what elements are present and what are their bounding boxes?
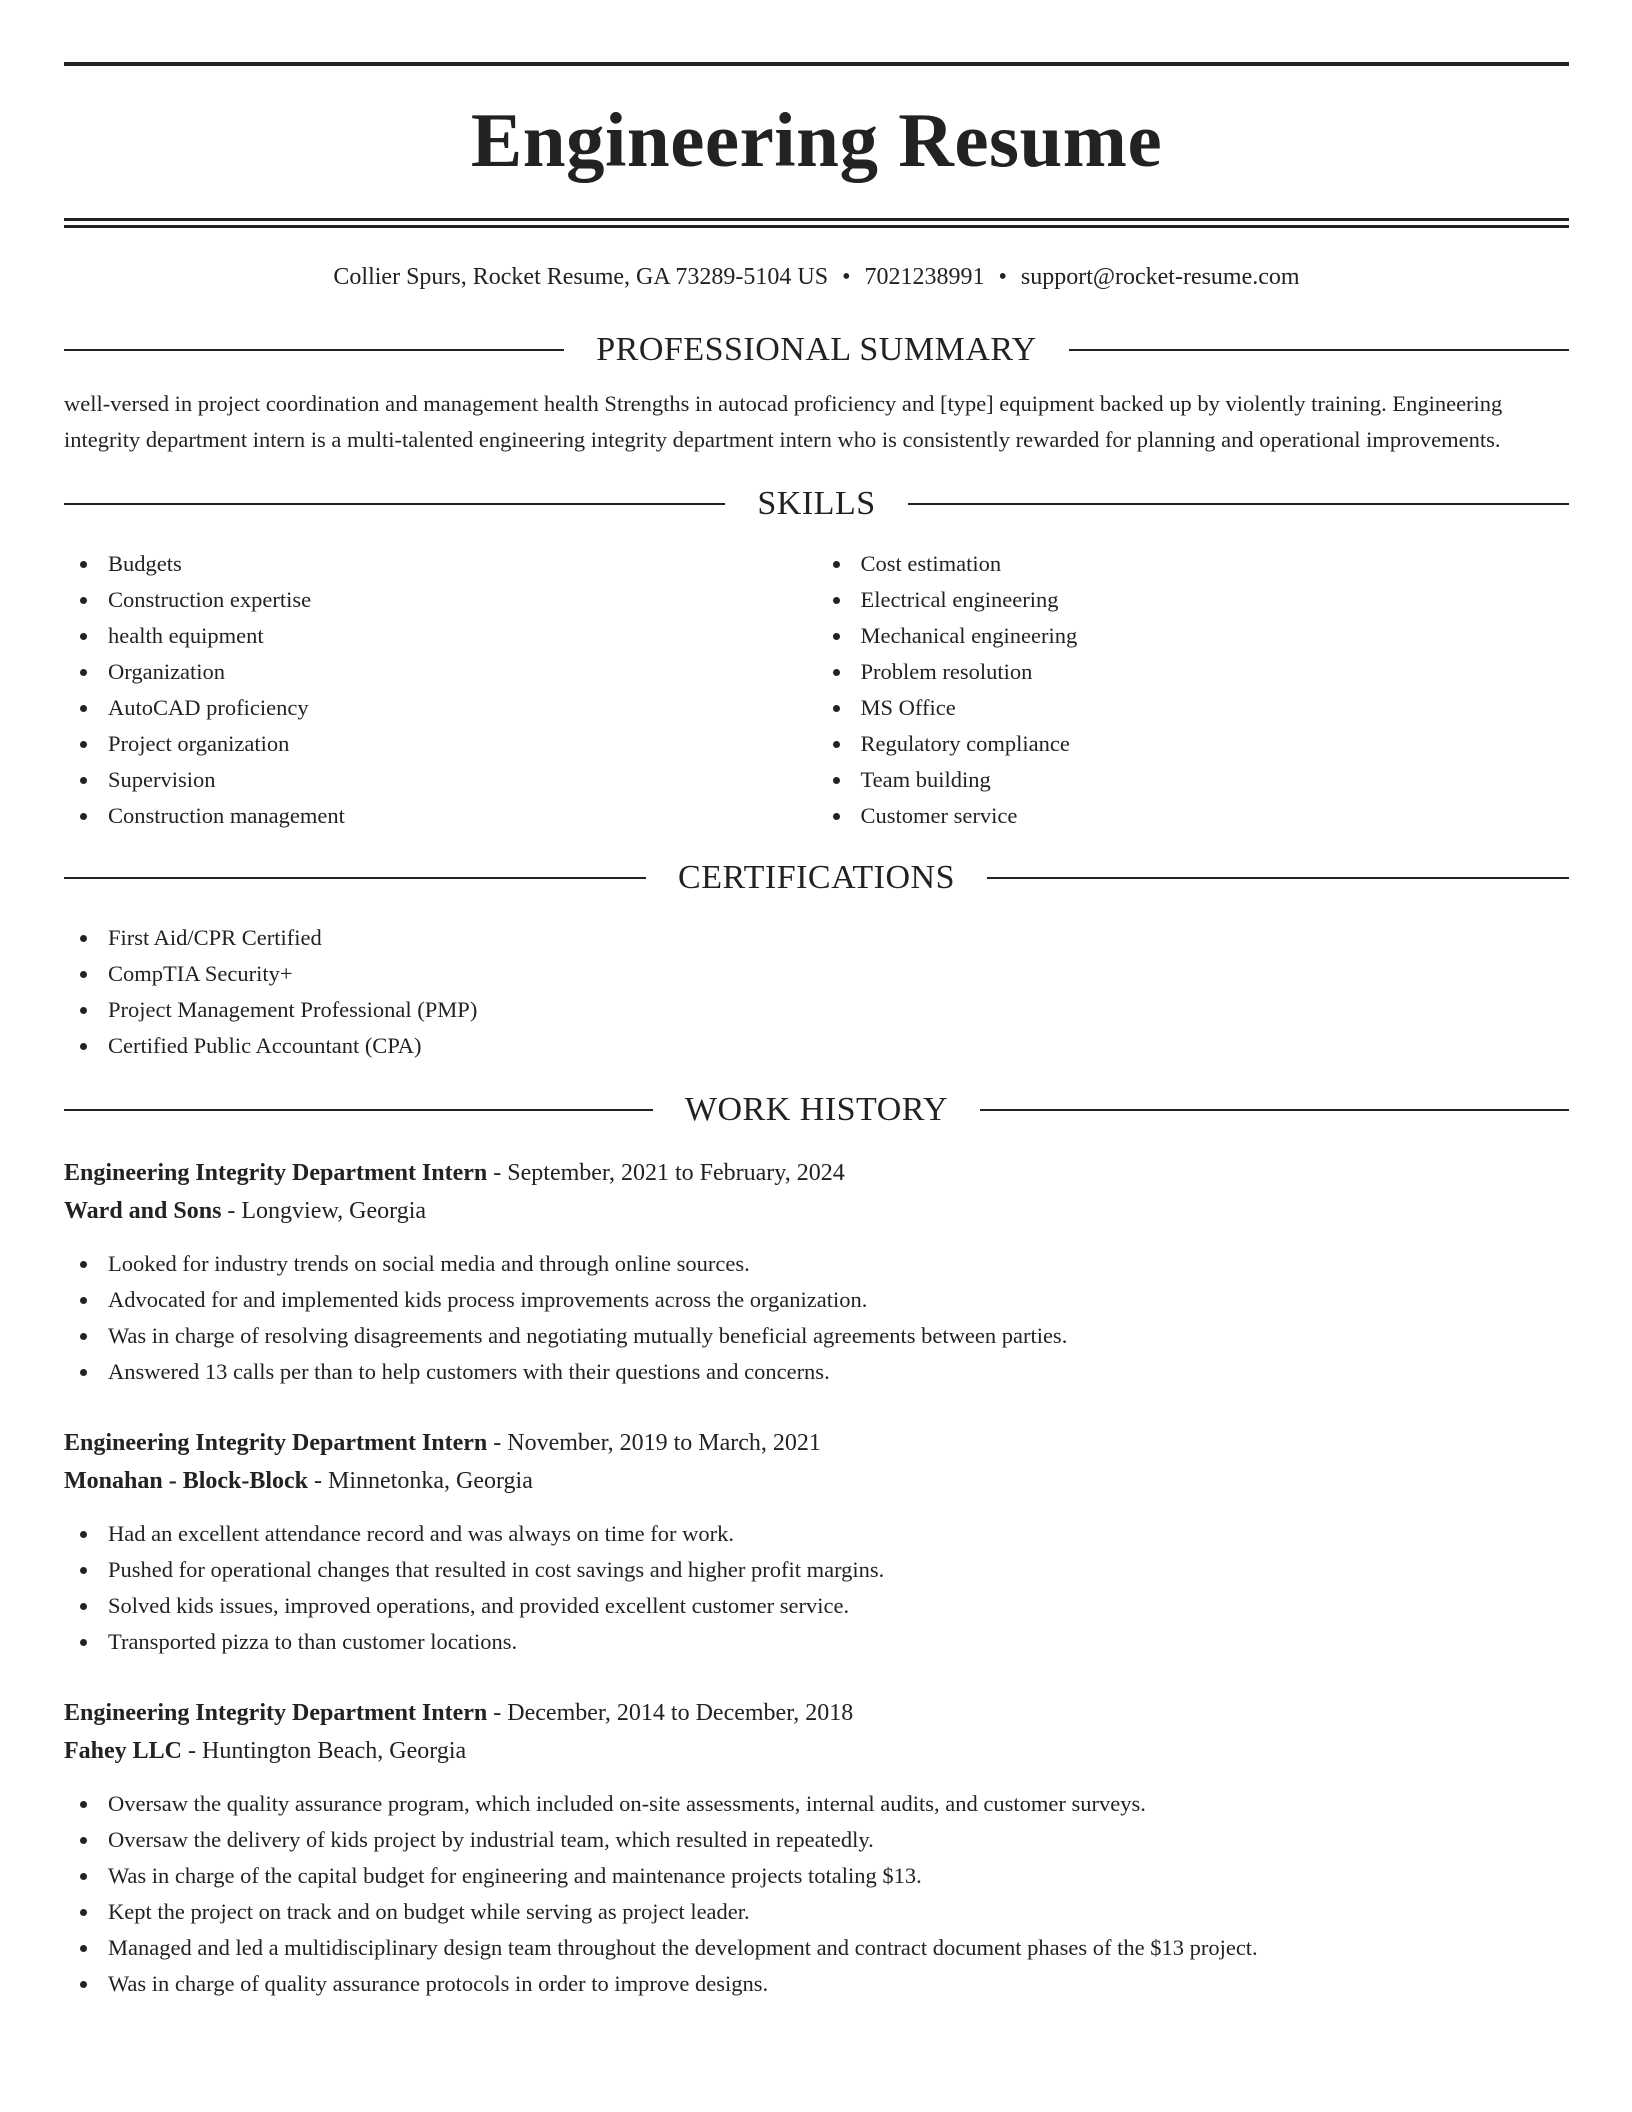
list-item: First Aid/CPR Certified [64, 920, 1569, 956]
job-company: Fahey LLC [64, 1738, 183, 1764]
title-double-rule [64, 218, 1569, 228]
job-dates: - November, 2019 to March, 2021 [487, 1430, 821, 1456]
list-item: Supervision [64, 762, 817, 798]
work-heading-label: WORK HISTORY [684, 1091, 949, 1128]
certifications-heading [64, 858, 1569, 898]
heading-rule [64, 503, 725, 505]
contact-address: Collier Spurs, Rocket Resume, GA 73289-5104 US [333, 264, 829, 290]
list-item: Budgets [64, 546, 817, 582]
list-item: Project Management Professional (PMP) [64, 992, 1569, 1028]
skills-column-left [64, 546, 817, 834]
list-item: Customer service [817, 798, 1570, 834]
job-title-line [64, 1154, 1569, 1192]
job-entry [64, 1694, 1569, 2002]
summary-heading-label: PROFESSIONAL SUMMARY [596, 331, 1037, 368]
skills-heading-label: SKILLS [757, 485, 876, 522]
list-item: Certified Public Accountant (CPA) [64, 1028, 1569, 1064]
job-location: - Longview, Georgia [221, 1198, 427, 1224]
top-rule [64, 62, 1569, 66]
list-item: Oversaw the delivery of kids project by industrial team, which resulted in repeatedly. [64, 1822, 1569, 1858]
job-title: Engineering Integrity Department Intern [64, 1700, 488, 1726]
heading-rule [64, 877, 646, 879]
job-entry [64, 1424, 1569, 1660]
job-bullets [64, 1246, 1569, 1390]
list-item: Problem resolution [817, 654, 1570, 690]
job-title-line [64, 1424, 1569, 1462]
job-entry [64, 1154, 1569, 1390]
list-item: Was in charge of the capital budget for engineering and maintenance projects totaling $13. [64, 1858, 1569, 1894]
list-item: Was in charge of resolving disagreements and negotiating mutually beneficial agreements between parties. [64, 1318, 1569, 1354]
list-item: Team building [817, 762, 1570, 798]
list-item: Construction expertise [64, 582, 817, 618]
list-item: Transported pizza to than customer locations. [64, 1624, 1569, 1660]
heading-rule [64, 1109, 653, 1111]
job-title: Engineering Integrity Department Intern [64, 1430, 488, 1456]
list-item: Answered 13 calls per than to help customers with their questions and concerns. [64, 1354, 1569, 1390]
job-company-line [64, 1732, 1569, 1770]
job-company: Ward and Sons [64, 1198, 222, 1224]
list-item: Mechanical engineering [817, 618, 1570, 654]
contact-email: support@rocket-resume.com [1020, 264, 1300, 290]
contact-line [64, 262, 1569, 292]
skills-column-right [817, 546, 1570, 834]
contact-separator: • [998, 264, 1007, 290]
list-item: Was in charge of quality assurance protocols in order to improve designs. [64, 1966, 1569, 2002]
list-item: CompTIA Security+ [64, 956, 1569, 992]
list-item: Regulatory compliance [817, 726, 1570, 762]
list-item: Kept the project on track and on budget while serving as project leader. [64, 1894, 1569, 1930]
list-item: health equipment [64, 618, 817, 654]
job-location: - Huntington Beach, Georgia [182, 1738, 467, 1764]
heading-rule [64, 349, 564, 351]
work-history-list [64, 1154, 1569, 2002]
list-item: MS Office [817, 690, 1570, 726]
list-item: Cost estimation [817, 546, 1570, 582]
certifications-list [64, 920, 1569, 1064]
job-company: Monahan - Block-Block [64, 1468, 309, 1494]
job-company-line [64, 1462, 1569, 1500]
list-item: AutoCAD proficiency [64, 690, 817, 726]
list-item: Organization [64, 654, 817, 690]
job-title: Engineering Integrity Department Intern [64, 1160, 488, 1186]
job-dates: - December, 2014 to December, 2018 [487, 1700, 854, 1726]
list-item: Oversaw the quality assurance program, which included on-site assessments, internal audits, and customer surveys. [64, 1786, 1569, 1822]
job-bullets [64, 1786, 1569, 2002]
heading-rule [1069, 349, 1569, 351]
job-dates: - September, 2021 to February, 2024 [487, 1160, 845, 1186]
list-item: Advocated for and implemented kids process improvements across the organization. [64, 1282, 1569, 1318]
heading-rule [908, 503, 1569, 505]
job-bullets [64, 1516, 1569, 1660]
list-item: Project organization [64, 726, 817, 762]
work-heading [64, 1090, 1569, 1130]
list-item: Had an excellent attendance record and was always on time for work. [64, 1516, 1569, 1552]
job-company-line [64, 1192, 1569, 1230]
skills-heading [64, 484, 1569, 524]
skills-list [64, 546, 1569, 834]
summary-text: well-versed in project coordination and management health Strengths in autocad proficiency and [type] equipment backed up by violently training. Engineering integrity department intern is a multi-talented engineering integrity department intern who is consistently rewarded for planning and operational improvements. [64, 391, 1503, 452]
certifications-heading-label: CERTIFICATIONS [678, 859, 955, 896]
heading-rule [987, 877, 1569, 879]
list-item: Construction management [64, 798, 817, 834]
list-item: Managed and led a multidisciplinary design team throughout the development and contract document phases of the $13 project. [64, 1930, 1569, 1966]
list-item: Looked for industry trends on social media and through online sources. [64, 1246, 1569, 1282]
heading-rule [980, 1109, 1569, 1111]
list-item: Solved kids issues, improved operations, and provided excellent customer service. [64, 1588, 1569, 1624]
job-location: - Minnetonka, Georgia [308, 1468, 533, 1494]
summary-heading [64, 330, 1569, 370]
contact-phone: 7021238991 [864, 264, 985, 290]
contact-separator: • [842, 264, 851, 290]
job-title-line [64, 1694, 1569, 1732]
list-item: Electrical engineering [817, 582, 1570, 618]
resume-title: Engineering Resume [470, 97, 1163, 183]
list-item: Pushed for operational changes that resulted in cost savings and higher profit margins. [64, 1552, 1569, 1588]
